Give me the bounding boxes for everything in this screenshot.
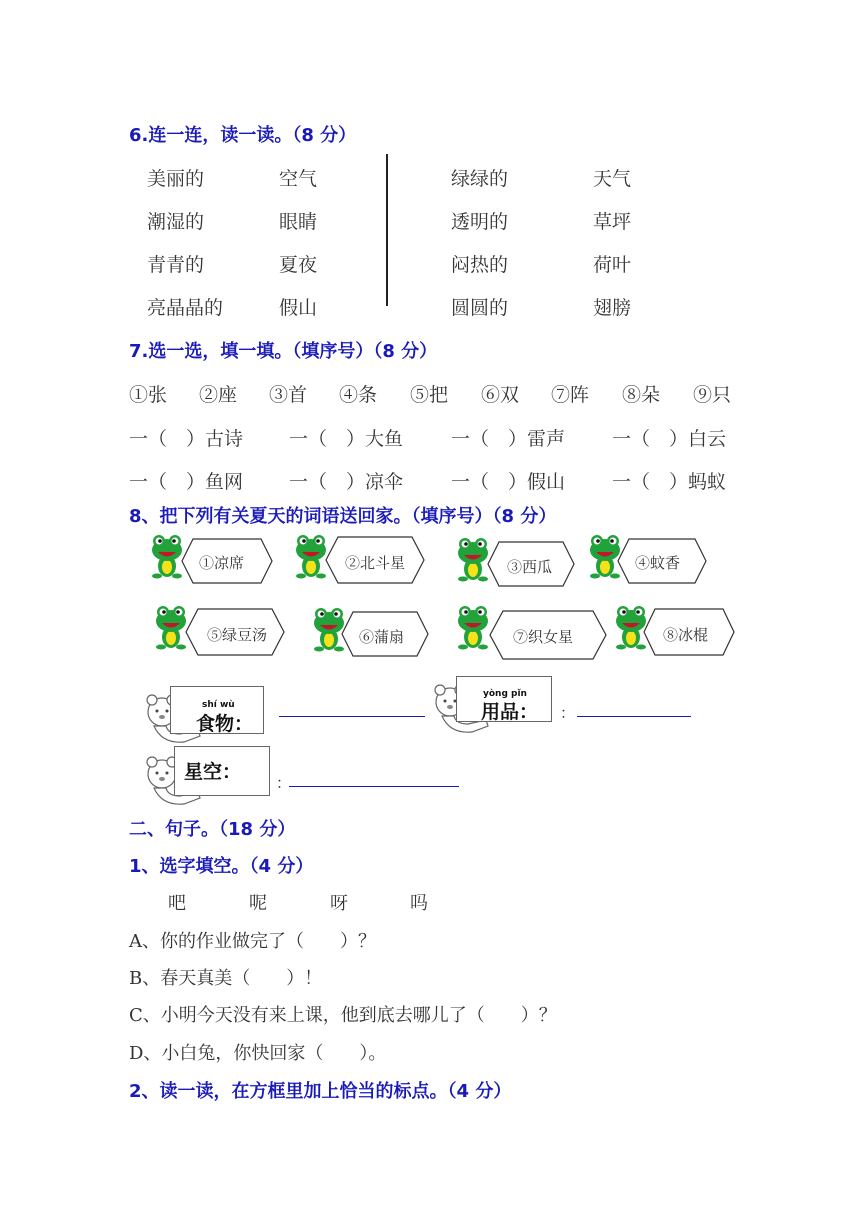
q7-row2-item-4: 一（ ）蚂蚁: [612, 471, 727, 493]
goods-label: 用品：: [481, 701, 539, 723]
q7-option-5: ⑤把: [410, 384, 449, 406]
q8-item-8: ⑧冰棍: [663, 626, 709, 644]
frog-icon: [456, 605, 490, 651]
frog-icon: [154, 605, 188, 651]
q7-option-6: ⑥双: [481, 384, 520, 406]
section2-q2-heading: 2、读一读，在方框里加上恰当的标点。（4 分）: [129, 1081, 512, 1102]
food-answer-blank[interactable]: [279, 716, 425, 717]
q7-row2-item-1: 一（ ）鱼网: [129, 471, 244, 493]
q7-heading: 7.选一选，填一填。（填序号）（8 分）: [129, 341, 438, 362]
q6-left-noun-2: 眼睛: [279, 211, 318, 233]
q8-item-7: ⑦织女星: [513, 628, 574, 646]
q7-option-9: ⑨只: [693, 384, 732, 406]
q7-row1-item-4: 一（ ）白云: [612, 428, 727, 450]
q7-option-8: ⑧朵: [622, 384, 661, 406]
choice-1: 吧: [168, 893, 186, 914]
sentence-c: C、小明今天没有来上课，他到底去哪儿了（ ）？: [129, 1005, 557, 1026]
q7-option-7: ⑦阵: [551, 384, 590, 406]
sentence-a: A、你的作业做完了（ ）？: [129, 931, 376, 952]
q7-option-3: ③首: [269, 384, 308, 406]
q6-left-adj-3: 青青的: [147, 254, 205, 276]
section2-q1-heading: 1、选字填空。（4 分）: [129, 856, 314, 877]
q6-right-noun-4: 翅膀: [593, 297, 632, 319]
q8-item-6: ⑥蒲扇: [359, 628, 405, 646]
choice-2: 呢: [249, 893, 267, 914]
frog-icon: [294, 534, 328, 580]
goods-pinyin: yòng pǐn: [483, 689, 527, 699]
q6-left-adj-2: 潮湿的: [147, 211, 205, 233]
q8-heading: 8、把下列有关夏天的词语送回家。（填序号）（8 分）: [129, 506, 557, 527]
food-pinyin: shí wù: [202, 700, 235, 710]
q7-option-1: ①张: [129, 384, 168, 406]
q6-right-noun-1: 天气: [593, 168, 632, 190]
q7-row2-item-2: 一（ ）凉伞: [289, 471, 404, 493]
sentence-b: B、春天真美（ ）！: [129, 968, 323, 989]
sky-label: 星空：: [184, 761, 242, 783]
q6-right-noun-2: 草坪: [593, 211, 632, 233]
q6-left-noun-4: 假山: [279, 297, 318, 319]
frog-icon: [456, 537, 490, 583]
sentence-d: D、小白兔，你快回家（ ）。: [129, 1043, 387, 1064]
q6-divider: [386, 154, 388, 306]
q7-row2-item-3: 一（ ）假山: [451, 471, 566, 493]
sky-colon: ：: [276, 774, 292, 792]
q6-left-adj-1: 美丽的: [147, 168, 205, 190]
q6-right-adj-3: 闷热的: [451, 254, 509, 276]
q8-item-1: ①凉席: [199, 554, 245, 572]
q6-left-adj-4: 亮晶晶的: [147, 297, 224, 319]
q7-option-2: ②座: [199, 384, 238, 406]
choice-3: 呀: [330, 893, 348, 914]
goods-answer-blank[interactable]: [577, 716, 691, 717]
q6-right-noun-3: 荷叶: [593, 254, 632, 276]
q6-left-noun-3: 夏夜: [279, 254, 318, 276]
q6-right-adj-1: 绿绿的: [451, 168, 509, 190]
goods-colon: ：: [560, 704, 576, 722]
q6-right-adj-4: 圆圆的: [451, 297, 509, 319]
food-label: 食物：: [196, 713, 254, 735]
q6-heading: 6.连一连，读一读。（8 分）: [129, 125, 357, 146]
q7-row1-item-3: 一（ ）雷声: [451, 428, 566, 450]
q7-row1-item-2: 一（ ）大鱼: [289, 428, 404, 450]
frog-icon: [150, 534, 184, 580]
sky-answer-blank[interactable]: [289, 786, 459, 787]
choice-4: 吗: [410, 893, 428, 914]
q7-option-4: ④条: [339, 384, 378, 406]
section2-heading: 二、句子。（18 分）: [129, 819, 296, 840]
q8-item-5: ⑤绿豆汤: [207, 626, 268, 644]
q8-item-3: ③西瓜: [507, 558, 553, 576]
q6-right-adj-2: 透明的: [451, 211, 509, 233]
q8-item-2: ②北斗星: [345, 554, 406, 572]
q6-left-noun-1: 空气: [279, 168, 318, 190]
q7-row1-item-1: 一（ ）古诗: [129, 428, 244, 450]
q8-item-4: ④蚊香: [635, 554, 681, 572]
